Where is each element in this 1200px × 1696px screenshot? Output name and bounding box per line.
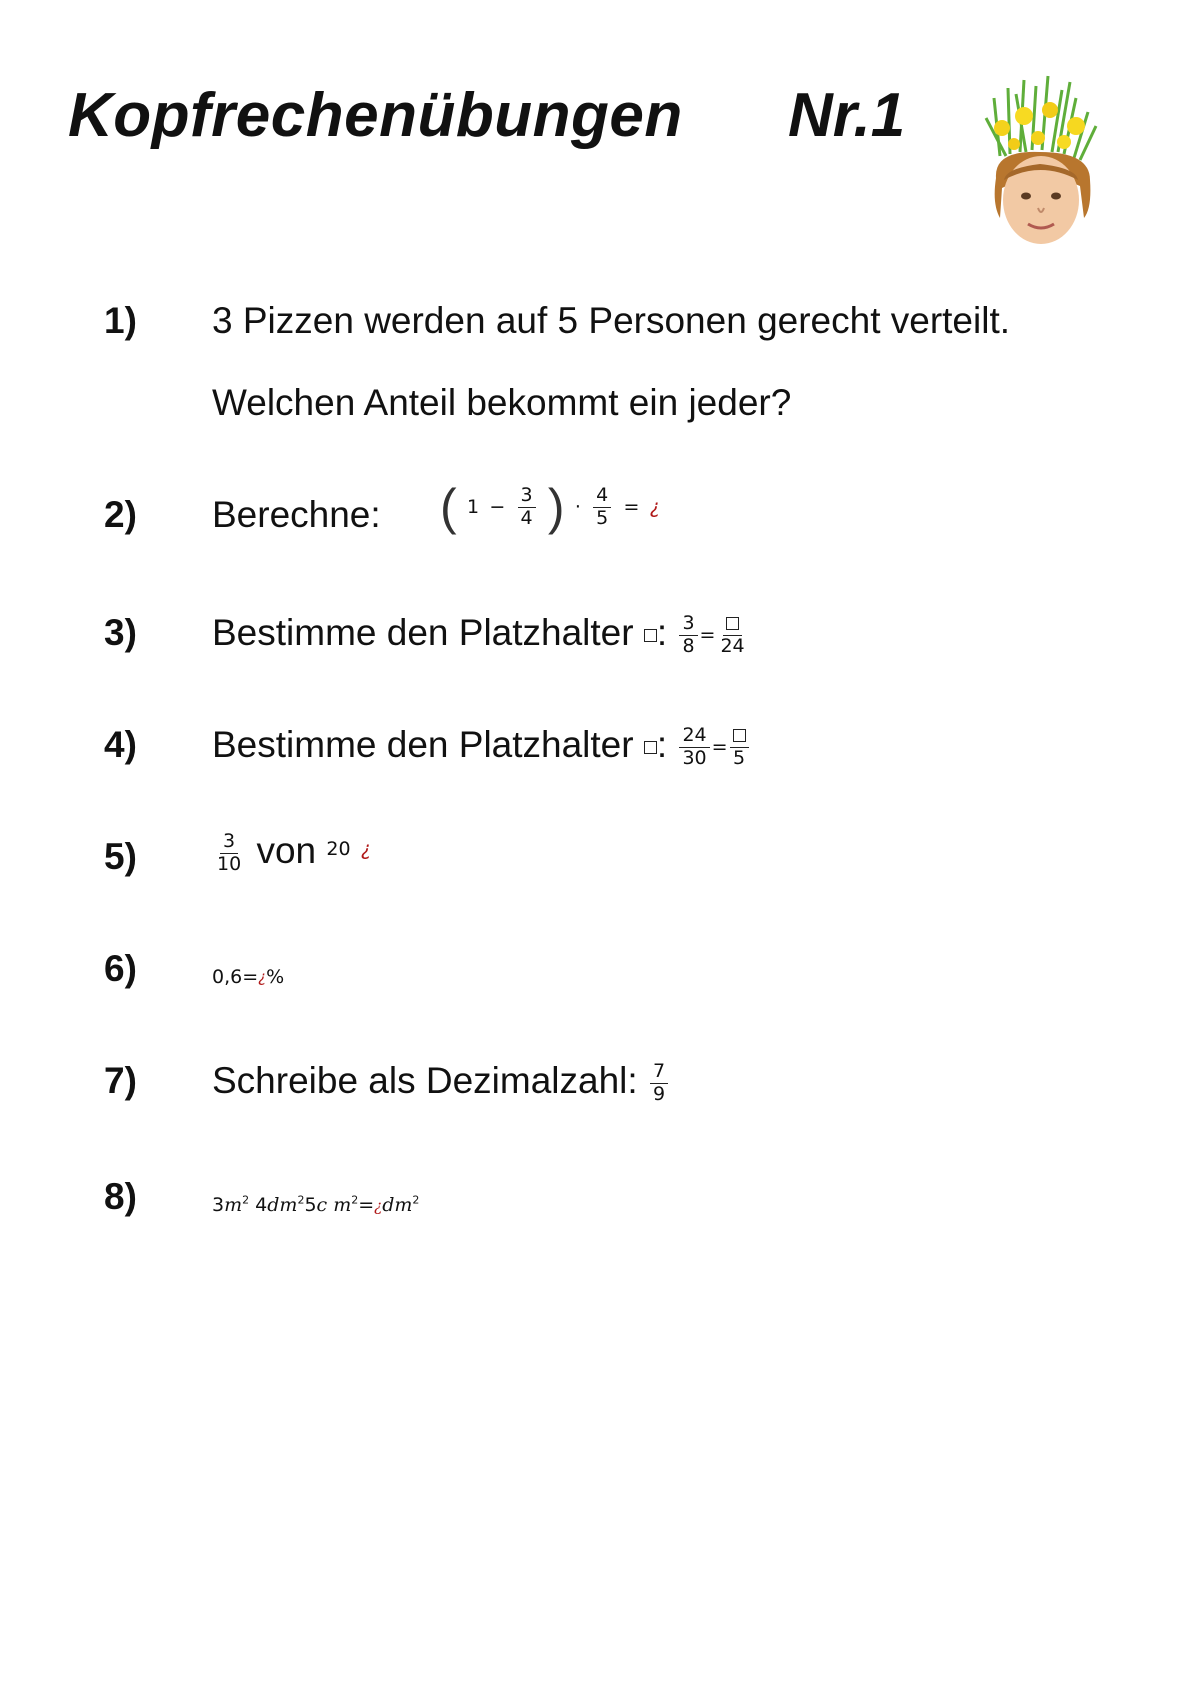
task-number: 7) [104,1060,137,1101]
task-3-label: Bestimme den Platzhalter [212,612,634,653]
answer-placeholder: ¿ [360,838,371,860]
area-expression [212,1194,419,1216]
expression: 0,6= [212,966,259,989]
equals-sign: = [358,1194,375,1217]
term-3: 3 [212,1194,225,1217]
denominator: 10 [217,852,242,875]
task-2-label: Berechne: [212,494,381,535]
task-2-expression [440,479,660,535]
task-number: 1) [104,300,137,341]
close-parenthesis: ) [547,479,565,535]
exponent: 2 [351,1194,359,1208]
multiply-dot: · [574,496,581,518]
equals-sign: = [699,624,716,647]
task-7-content [212,1060,670,1106]
unit-dm: dm [267,1194,298,1217]
numerator: 7 [650,1061,668,1084]
term-5: 5 [304,1194,317,1217]
denominator: 8 [682,634,695,657]
task-number: 5) [104,836,137,877]
task-1-text-line-1: 3 Pizzen werden auf 5 Personen gerecht verteilt. [212,300,1011,341]
worksheet-title: Kopfrechenübungen [68,81,683,150]
denominator: 4 [520,506,533,529]
fraction-seven-ninths [650,1061,668,1106]
numerator-placeholder [723,613,742,636]
value-twenty: 20 [326,838,351,860]
fraction-right [730,725,749,770]
task-6-content [212,954,284,996]
colon: : [656,612,668,653]
fraction-right [717,613,747,658]
equals-sign: = [623,496,640,518]
task-4-label: Bestimme den Platzhalter [212,724,634,765]
task-number: 6) [104,948,137,989]
task-3-content [212,612,750,658]
numerator-placeholder [730,725,749,748]
placeholder-square-icon [726,617,739,630]
worksheet-header [68,80,1128,260]
term-4: 4 [255,1194,268,1217]
task-number: 3) [104,612,137,653]
numerator: 3 [220,831,238,854]
answer-placeholder: ¿ [374,1197,383,1216]
placeholder-square-icon [644,741,657,754]
colon: : [656,724,668,765]
fraction-left [679,725,709,770]
percent-sign: % [266,966,285,989]
unit-cm: c m [316,1194,352,1217]
child-with-flowers-image [980,68,1102,252]
equals-sign: = [711,736,728,759]
unit-m: m [224,1194,243,1217]
task-number: 8) [104,1176,137,1217]
fraction-four-fifths [593,485,611,530]
numerator: 24 [679,725,709,748]
task-4-content [212,724,751,770]
von-word: von [256,830,317,871]
task-number: 2) [104,494,137,535]
fraction-three-quarters [518,485,536,530]
answer-placeholder: ¿ [649,496,660,518]
fraction-three-tenths [214,831,244,876]
numerator: 4 [593,485,611,508]
answer-placeholder: ¿ [258,968,267,987]
exponent: 2 [297,1194,305,1208]
denominator: 5 [596,506,609,529]
exponent: 2 [242,1194,250,1208]
open-parenthesis: ( [440,479,457,535]
denominator: 9 [652,1082,666,1105]
task-1-text-line-2: Welchen Anteil bekommt ein jeder? [212,382,792,423]
task-8-content [212,1182,419,1224]
numerator: 3 [518,485,536,508]
task-7-label: Schreibe als Dezimalzahl: [212,1060,638,1101]
minus-sign: − [489,496,506,518]
unit-dm-result: dm [382,1194,413,1217]
placeholder-square-icon [644,629,657,642]
worksheet-number: Nr.1 [788,81,906,150]
placeholder-square-icon [733,729,746,742]
task-5-content [212,830,371,876]
numerator: 3 [679,613,697,636]
task-number: 4) [104,724,137,765]
one-term: 1 [466,496,480,518]
fraction-left [679,613,697,658]
denominator: 30 [682,746,707,769]
denominator: 5 [733,746,746,769]
exponent: 2 [412,1194,420,1208]
denominator: 24 [720,634,745,657]
